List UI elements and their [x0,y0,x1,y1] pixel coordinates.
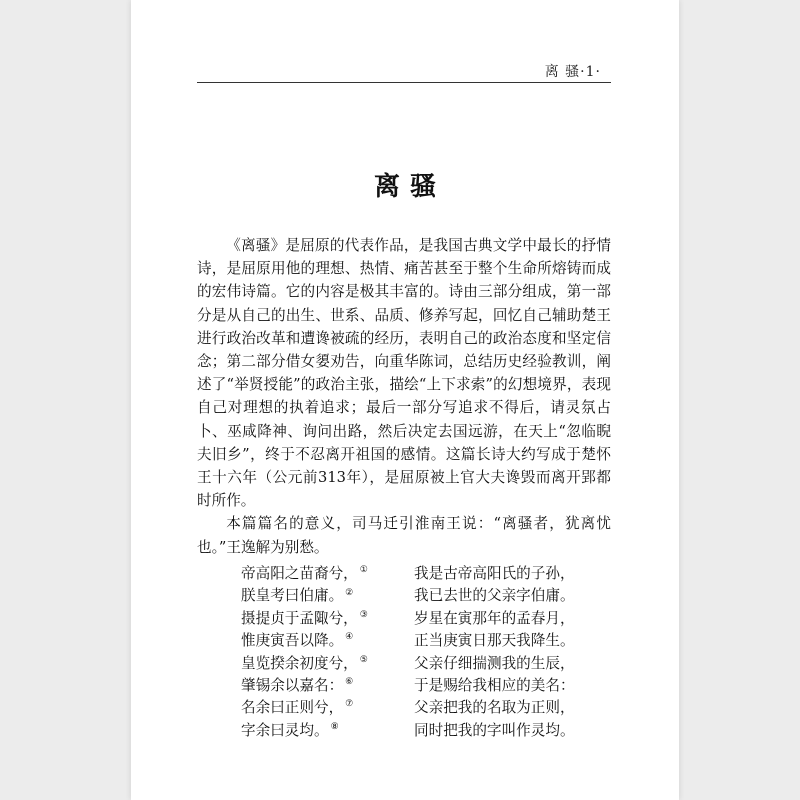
poem-translation: 我已去世的父亲字伯庸。 [414,587,575,605]
running-header [197,60,611,83]
poem-line [241,675,621,697]
poem-original: 字余曰灵均。 ⑧ [241,721,339,739]
poem-line [241,563,621,585]
footnote-marker[interactable]: ② [345,587,354,598]
intro-paragraph: 本篇篇名的意义，司马迁引淮南王说：“离骚者，犹离忧也。”王逸解为别愁。 [197,515,611,556]
poem-original: 名余曰正则兮， ⑦ [241,699,354,717]
poem-original: 朕皇考曰伯庸。 ② [241,587,354,605]
poem-line [241,697,621,719]
poem-original: 帝高阳之苗裔兮， ① [241,565,368,582]
poem-translation: 同时把我的字叫作灵均。 [414,721,575,739]
page-title: 离骚 [373,172,446,202]
poem-line [241,630,621,652]
poem-line [241,653,621,675]
footnote-marker[interactable]: ⑦ [345,699,354,710]
footnote-marker[interactable]: ⑥ [345,677,354,688]
intro-paragraph: 《离骚》是屈原的代表作品，是我国古典文学中最长的抒情诗，是屈原用他的理想、热情、痛苦甚至于整个生命所熔铸而成的宏伟诗篇。它的内容是极其丰富的。诗由三部分组成，第一部分是从自己的出生、世系、品质、修养写起，回忆自己辅助楚王进行政治改革和遭谗被疏的经历，表明自己的政治态度和坚定信念；第二部分借女嬃劝告，向重华陈词，总结历史经验教训，阐述了“举贤授能”的政治主张，描绘“上下求索”的幻想境界，表现自己对理想的执着追求；最后一部分写追求不得后，请灵氛占卜、巫咸降神、询问出路，然后决定去国远游，在天上“忽临睨夫旧乡”，终于不忍离开祖国的感情。这篇长诗大约写成于楚怀王十六年（公元前313年），是屈原被上官大夫谗毁而离开郢都时所作。 [197,237,611,510]
poem-line [241,585,621,607]
poem-block [241,563,621,742]
footnote-marker[interactable]: ⑧ [330,721,339,732]
poem-original: 皇览揆余初度兮， ⑤ [241,654,368,672]
poem-translation: 我是古帝高阳氏的子孙， [414,565,575,582]
poem-translation: 正当庚寅日那天我降生。 [414,632,575,650]
footnote-marker[interactable]: ③ [359,609,368,620]
poem-translation: 岁星在寅那年的孟春月， [414,609,575,627]
footnote-marker[interactable]: ⑤ [359,654,368,665]
intro-text [197,234,611,559]
poem-translation: 父亲把我的名取为正则， [414,699,575,717]
poem-line [241,608,621,630]
poem-original: 惟庚寅吾以降。 ④ [241,632,354,650]
poem-original: 摄提贞于孟陬兮， ③ [241,609,368,627]
poem-translation: 于是赐给我相应的美名： [414,676,575,694]
poem-line [241,720,621,742]
footnote-marker[interactable]: ① [359,565,368,576]
poem-translation: 父亲仔细揣测我的生辰， [414,654,575,672]
poem-original: 肇锡余以嘉名： ⑥ [241,676,354,694]
footnote-marker[interactable]: ④ [345,632,354,643]
book-page [131,0,679,800]
running-title: 离 骚·1· [544,64,601,80]
